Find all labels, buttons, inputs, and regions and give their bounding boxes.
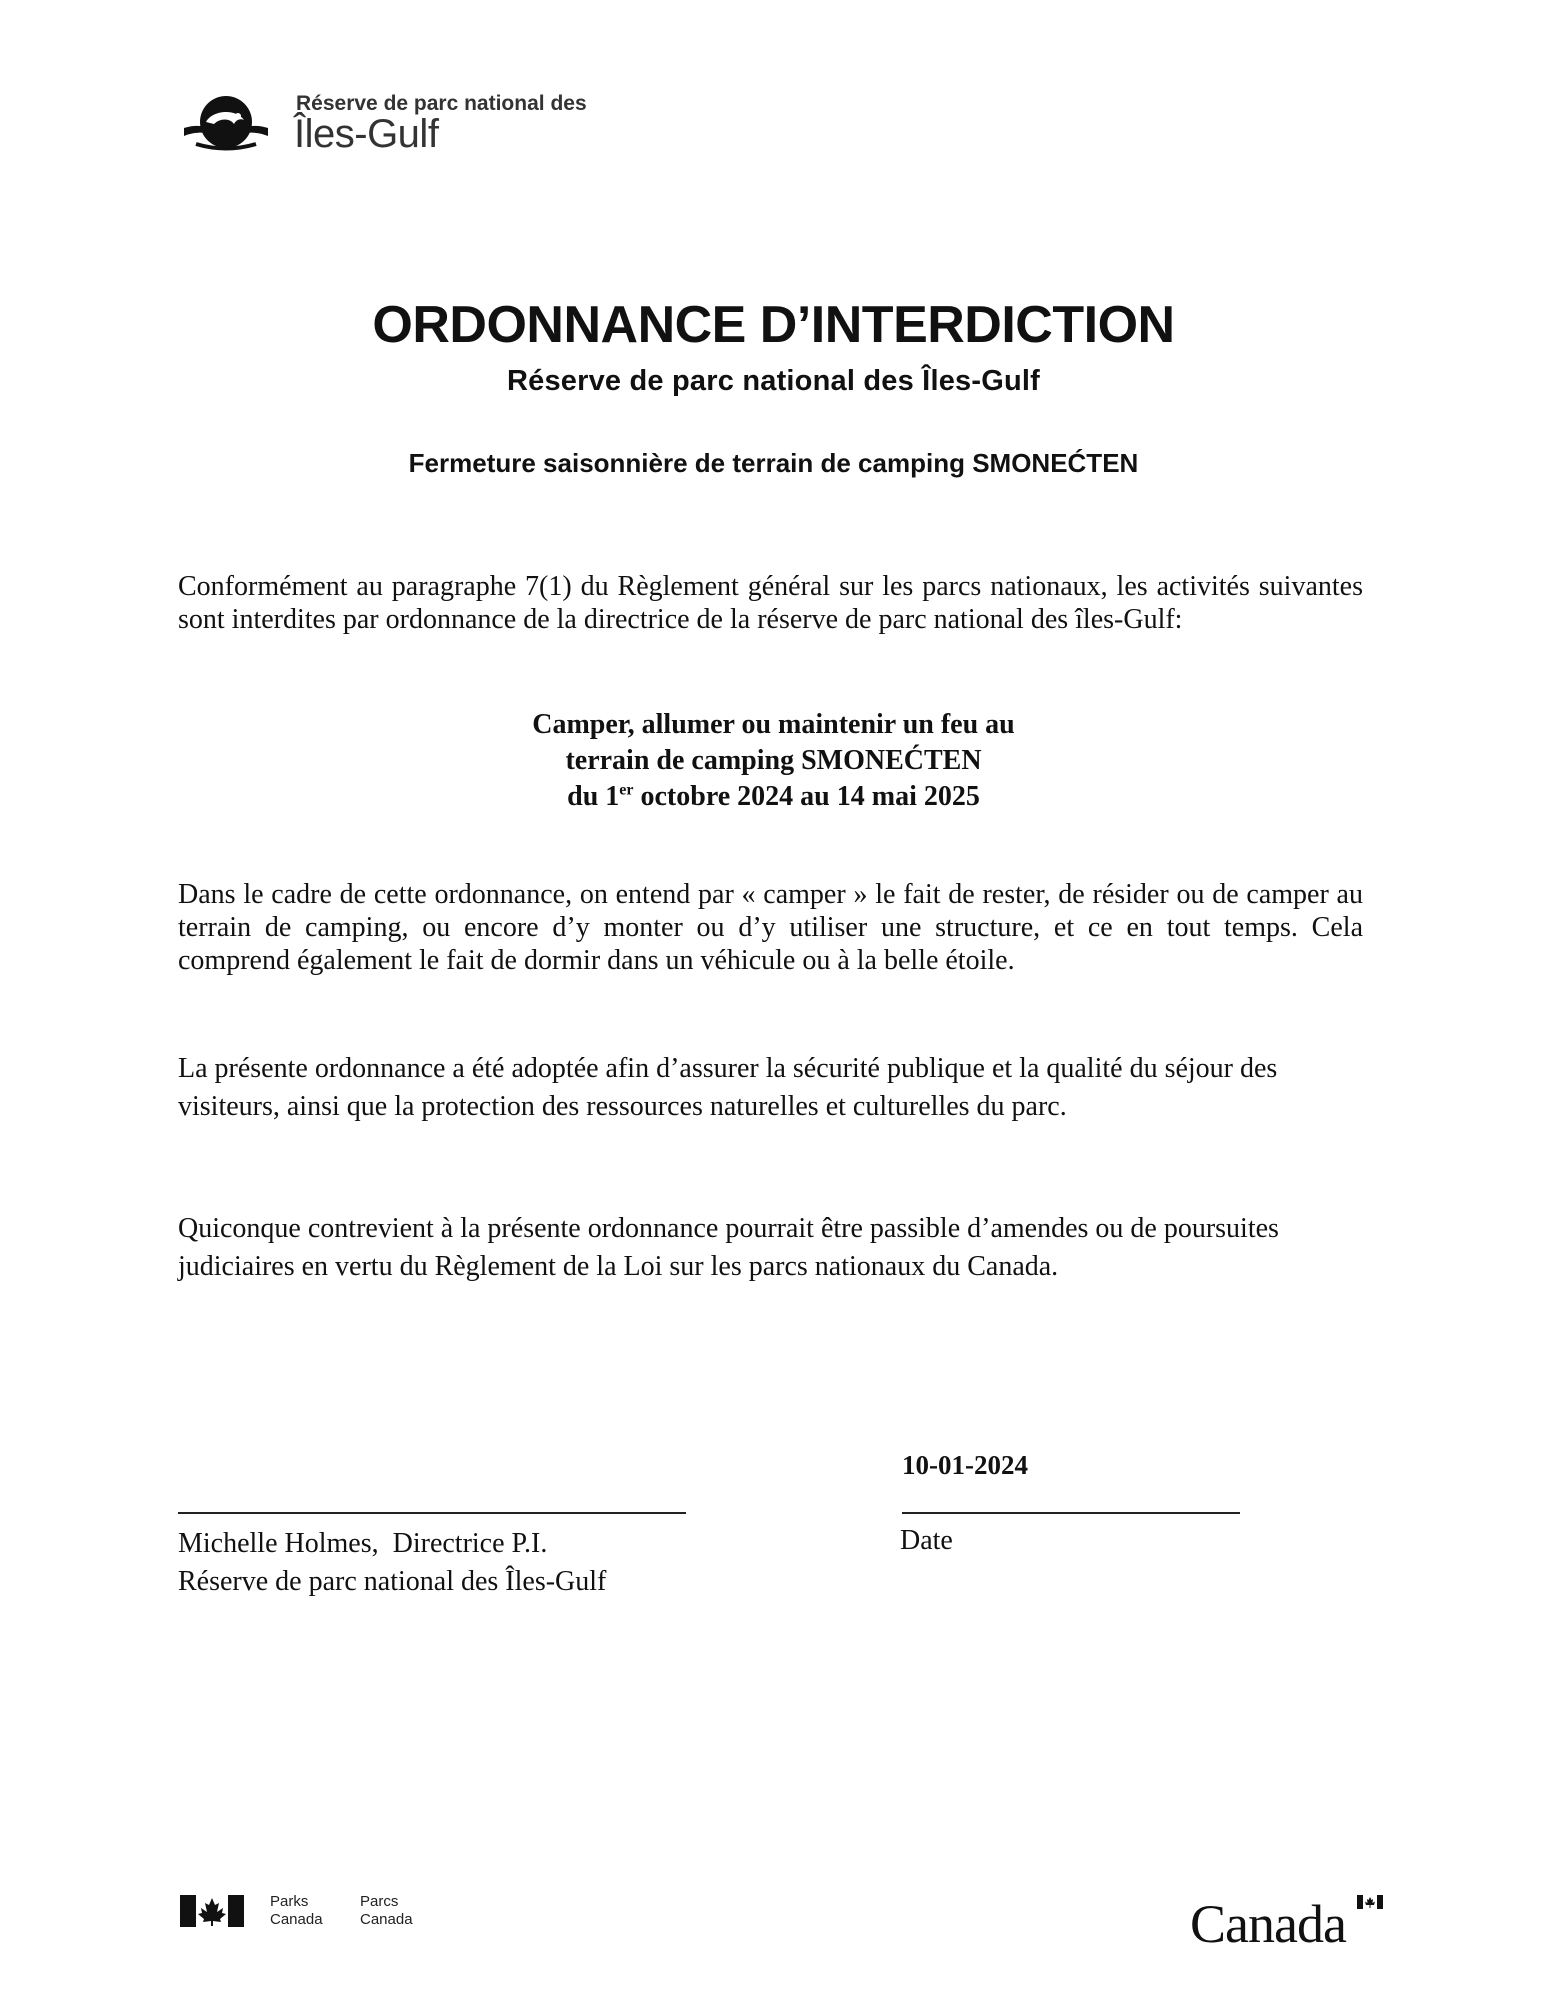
signer-name: Michelle Holmes, Directrice P.I. — [178, 1528, 548, 1559]
order-date-prefix: du 1 — [567, 781, 620, 812]
page-subtitle: Réserve de parc national des Îles-Gulf — [506, 365, 1040, 397]
order-date-superscript: er — [619, 781, 634, 799]
signature-date: 10-01-2024 — [902, 1450, 1028, 1480]
parks-canada-en-line-2: Canada — [270, 1911, 323, 1928]
order-block — [0, 707, 1547, 815]
order-line-2: terrain de camping SMONEĆTEN — [565, 745, 982, 776]
beaver-logo-icon — [176, 88, 276, 160]
definition-paragraph: Dans le cadre de cette ordonnance, on entend par « camper » le fait de rester, de résider ou de camper au terrain de camping, ou encore d’y monter ou d’y utiliser une structure, et ce en tout temps. Cela comprend également le fait de dormir dans un véhicule ou à la belle étoile. — [178, 879, 1363, 976]
order-line-1: Camper, allumer ou maintenir un feu au — [532, 709, 1015, 740]
purpose-paragraph: La présente ordonnance a été adoptée afin d’assurer la sécurité publique et la qualité du séjour des visiteurs, ainsi que la protection des ressources naturelles et culturelles du parc. — [178, 1053, 1278, 1122]
date-line — [902, 1512, 1240, 1514]
parks-canada-fr-line-1: Parcs — [360, 1893, 399, 1910]
intro-paragraph: Conformément au paragraphe 7(1) du Règlement général sur les parcs nationaux, les activités suivantes sont interdites par ordonnance de la directrice de la réserve de parc national des îles-Gulf: — [178, 571, 1363, 635]
signer-organization: Réserve de parc national des Îles-Gulf — [178, 1566, 607, 1597]
penalty-paragraph: Quiconque contrevient à la présente ordonnance pourrait être passible d’amendes ou de poursuites judiciaires en vertu du Règlement de la Loi sur les parcs nationaux du Canada. — [178, 1213, 1279, 1282]
canada-flag-icon — [180, 1895, 244, 1927]
park-name-line-1: Réserve de parc national des — [296, 92, 587, 115]
order-date-suffix: octobre 2024 au 14 mai 2025 — [633, 781, 980, 812]
park-name-line-2: Îles-Gulf — [294, 112, 439, 156]
wordmark-flag-icon — [1357, 1895, 1383, 1909]
signature-line — [178, 1512, 686, 1514]
closure-title: Fermeture saisonnière de terrain de camping SMONEĆTEN — [408, 448, 1139, 478]
signer-block — [178, 1525, 606, 1601]
date-label: Date — [900, 1525, 953, 1556]
parks-canada-fr-line-2: Canada — [360, 1911, 413, 1928]
order-line-3 — [0, 779, 1547, 815]
page-title: ORDONNANCE D’INTERDICTION — [372, 296, 1175, 354]
canada-wordmark: Canada — [1190, 1894, 1346, 1954]
parks-canada-en-line-1: Parks — [270, 1893, 309, 1910]
